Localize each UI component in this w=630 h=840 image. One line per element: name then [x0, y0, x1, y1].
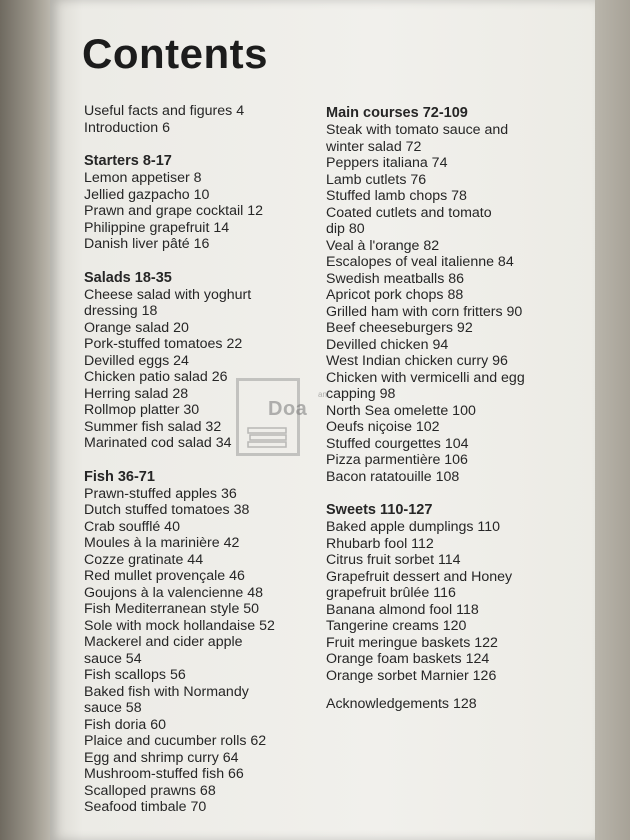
contents-entry: Introduction 6: [84, 119, 170, 136]
contents-entry: Escalopes of veal italienne 84: [326, 254, 514, 270]
contents-column-left: [84, 103, 314, 816]
section-heading: Fish 36-71: [84, 468, 155, 485]
contents-entry: Mushroom-stuffed fish 66: [84, 766, 244, 782]
contents-entry: Chicken with vermicelli and egg: [326, 369, 525, 386]
watermark-text: Doa: [268, 398, 308, 420]
contents-entry: Cheese salad with yoghurt: [84, 286, 252, 303]
contents-entry: Marinated cod salad 34: [84, 435, 232, 451]
contents-entry: Acknowledgements 128: [326, 696, 477, 712]
contents-column-right: [326, 105, 586, 713]
contents-entry: Veal à l'orange 82: [326, 237, 440, 254]
spacer: [84, 253, 314, 270]
contents-entry: Peppers italiana 74: [326, 155, 448, 171]
contents-entry: Swedish meatballs 86: [326, 270, 465, 287]
contents-entry: Sole with mock hollandaise 52: [84, 617, 275, 634]
contents-entry: Fish scallops 56: [84, 667, 186, 683]
contents-entry: Coated cutlets and tomato: [326, 204, 492, 221]
contents-entry: sauce 54: [84, 650, 142, 667]
contents-entry: Useful facts and figures 4: [84, 103, 245, 119]
contents-entry: Bacon ratatouille 108: [326, 468, 460, 485]
spacer: [84, 136, 314, 153]
contents-entry: Mackerel and cider apple: [84, 634, 243, 650]
contents-entry: Pizza parmentière 106: [326, 452, 468, 468]
contents-entry: sauce 58: [84, 700, 142, 716]
contents-entry: Danish liver pâté 16: [84, 236, 210, 252]
contents-entry: Dutch stuffed tomatoes 38: [84, 502, 250, 518]
contents-entry: Rollmop platter 30: [84, 402, 200, 418]
contents-entry: Rhubarb fool 112: [326, 535, 434, 552]
contents-entry: Citrus fruit sorbet 114: [326, 552, 461, 568]
contents-entry: Stuffed courgettes 104: [326, 435, 469, 452]
contents-entry: Apricot pork chops 88: [326, 287, 464, 303]
contents-entry: Crab soufflé 40: [84, 518, 180, 535]
contents-entry: Cozze gratinate 44: [84, 551, 204, 568]
contents-entry: Fish doria 60: [84, 716, 167, 733]
watermark-small-text: ant: [318, 390, 330, 399]
contents-entry: Jellied gazpacho 10: [84, 186, 210, 203]
contents-entry: Lamb cutlets 76: [326, 171, 427, 188]
contents-entry: dressing 18: [84, 303, 158, 319]
contents-entry: Prawn-stuffed apples 36: [84, 485, 237, 502]
page-edge: [595, 0, 630, 840]
books-icon: [246, 426, 290, 450]
spacer: [326, 684, 586, 696]
contents-entry: Lemon appetiser 8: [84, 170, 202, 186]
spacer: [326, 485, 586, 502]
contents-entry: Baked apple dumplings 110: [326, 519, 501, 535]
contents-entry: Tangerine creams 120: [326, 618, 467, 634]
contents-entry: Seafood timbale 70: [84, 799, 207, 815]
contents-entry: Devilled eggs 24: [84, 352, 189, 369]
section-heading: Sweets 110-127: [326, 502, 433, 518]
contents-entry: Banana almond fool 118: [326, 601, 479, 618]
contents-entry: winter salad 72: [326, 138, 422, 155]
contents-entry: Moules à la marinière 42: [84, 535, 240, 551]
contents-entry: Goujons à la valencienne 48: [84, 584, 264, 601]
page-title: Contents: [82, 30, 268, 77]
contents-entry: Chicken patio salad 26: [84, 369, 228, 385]
contents-entry: Plaice and cucumber rolls 62: [84, 733, 267, 749]
contents-entry: grapefruit brûlée 116: [326, 585, 456, 601]
contents-entry: Summer fish salad 32: [84, 418, 222, 435]
contents-entry: Pork-stuffed tomatoes 22: [84, 336, 243, 352]
contents-entry: Scalloped prawns 68: [84, 782, 216, 799]
section-heading: Starters 8-17: [84, 153, 172, 169]
contents-entry: Stuffed lamb chops 78: [326, 188, 467, 204]
contents-entry: Prawn and grape cocktail 12: [84, 203, 264, 219]
contents-entry: Grapefruit dessert and Honey: [326, 568, 513, 585]
contents-entry: North Sea omelette 100: [326, 402, 476, 419]
contents-entry: Fish Mediterranean style 50: [84, 601, 260, 617]
contents-entry: West Indian chicken curry 96: [326, 353, 508, 369]
contents-entry: Grilled ham with corn fritters 90: [326, 303, 523, 320]
contents-entry: dip 80: [326, 221, 365, 237]
section-heading: Salads 18-35: [84, 269, 172, 286]
contents-entry: Steak with tomato sauce and: [326, 122, 509, 138]
contents-entry: Red mullet provençale 46: [84, 568, 245, 584]
contents-entry: Herring salad 28: [84, 385, 189, 402]
contents-entry: Egg and shrimp curry 64: [84, 749, 239, 766]
contents-entry: capping 98: [326, 386, 396, 402]
contents-entry: Philippine grapefruit 14: [84, 219, 230, 236]
contents-entry: Orange salad 20: [84, 319, 189, 336]
contents-entry: Orange sorbet Marnier 126: [326, 667, 497, 684]
contents-entry: Baked fish with Normandy: [84, 683, 249, 700]
contents-entry: Orange foam baskets 124: [326, 651, 490, 667]
contents-entry: Oeufs niçoise 102: [326, 419, 440, 435]
contents-entry: Fruit meringue baskets 122: [326, 634, 498, 651]
contents-entry: Devilled chicken 94: [326, 336, 449, 353]
section-heading: Main courses 72-109: [326, 105, 468, 121]
contents-entry: Beef cheeseburgers 92: [326, 320, 473, 336]
